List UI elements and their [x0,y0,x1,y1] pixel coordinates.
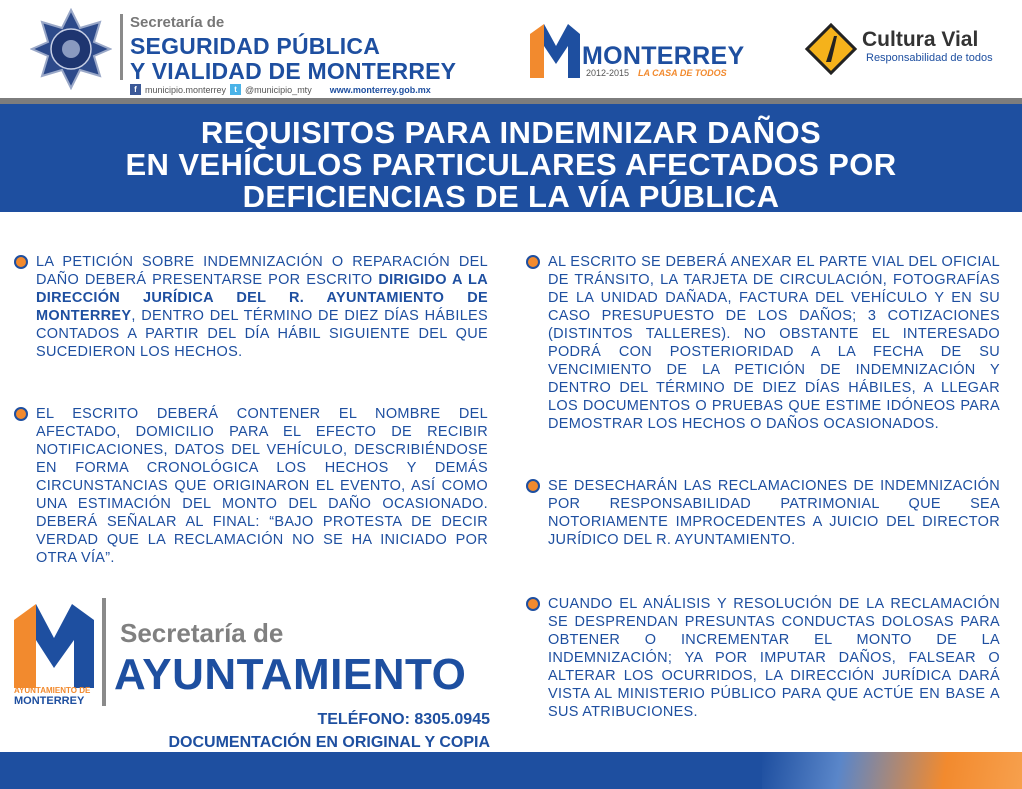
footer-bar [0,752,1022,789]
divider [120,14,123,80]
cultura-vial-subtitle: Responsabilidad de todos [866,52,993,64]
police-badge-icon [30,8,112,90]
monterrey-years: 2012-2015 [586,68,630,78]
title-line2: EN VEHÍCULOS PARTICULARES AFECTADOS POR [125,147,897,182]
title-line1: REQUISITOS PARA INDEMNIZAR DAÑOS [200,115,822,150]
secretaria-small: Secretaría de [130,14,225,31]
ayuntamiento-big: AYUNTAMIENTO [114,650,467,699]
social-links [130,84,431,95]
bullet-dot-icon [526,597,540,611]
requirement-item [14,405,488,567]
requirement-item [526,595,1000,721]
twitter-handle[interactable]: @municipio_mty [245,84,312,95]
requirement-item [14,253,488,361]
divider [102,598,106,706]
ayuntamiento-m-logo [14,598,94,688]
monterrey-logo [530,20,760,80]
secretaria-seguridad-logo [120,14,490,98]
title-banner [0,104,1022,212]
secretaria-line2: Y VIALIDAD DE MONTERREY [130,58,457,84]
monterrey-slogan: LA CASA DE TODOS [638,68,727,78]
requirement-item [526,253,1000,433]
bullet-dot-icon [526,479,540,493]
requirement-text [36,253,488,361]
text-bold-part: DIRIGIDO A LA DIRECCIÓN JURÍDICA DEL R. AYUNTAMIENTO DE MONTERREY [36,272,488,324]
twitter-icon: t [230,84,241,95]
facebook-handle[interactable]: municipio.monterrey [145,84,227,95]
secretaria-line1: SEGURIDAD PÚBLICA [130,33,381,59]
bullet-dot-icon [14,407,28,421]
title-line3: DEFICIENCIAS DE LA VÍA PÚBLICA [242,179,780,214]
facebook-icon: f [130,84,141,95]
cultura-vial-logo [804,22,1004,78]
header [0,0,1022,98]
requirement-text: AL ESCRITO SE DEBERÁ ANEXAR EL PARTE VIAL DEL OFICIAL DE TRÁNSITO, LA TARJETA DE CIRCULACIÓN, FOTOGRAFÍAS DE LA UNIDAD DAÑADA, FACTURA DEL VEHÍCULO Y EN SU CASO PRESUPUESTO DE LOS DAÑOS; 3 COTIZACIONES (DISTINTOS TALLERES). NO OBSTANTE EL INTERESADO PODRÁ CON POSTERIORIDAD A LA FECHA DE SU VENCIMIENTO DE LA PETICIÓN DE INDEMNIZACIÓN Y DENTRO DEL TÉRMINO DE DIEZ DÍAS HÁBILES, A LLEGAR LOS DOCUMENTOS O PRUEBAS QUE ESTIME IDÓNEOS PARA DEMOSTRAR LOS HECHOS O DAÑOS OCASIONADOS. [548,254,1000,432]
phone-number: TELÉFONO: 8305.0945 [317,711,490,728]
requirement-text: CUANDO EL ANÁLISIS Y RESOLUCIÓN DE LA RECLAMACIÓN SE DESPRENDAN PRESUNTAS CONDUCTAS DOLOSAS PARA OBTENER O INCREMENTAR EL MONTO DE LA INDEMNIZACIÓN; YA POR IMPUTAR DAÑOS, FALSEAR O ALTERAR LOS OCURRIDOS, LA DIRECCIÓN JURÍDICA DARÁ VISTA AL MINISTERIO PÚBLICO PARA QUE ACTÚE EN BASE A SUS ATRIBUCIONES. [548,596,1000,720]
ayuntamiento-caption1: AYUNTAMIENTO DE [14,686,91,695]
bullet-dot-icon [526,255,540,269]
monterrey-title: MONTERREY [582,42,745,70]
cultura-vial-title: Cultura Vial [862,28,979,51]
documentation-note: DOCUMENTACIÓN EN ORIGINAL Y COPIA [168,734,490,751]
text-part: LA PETICIÓN SOBRE INDEMNIZACIÓN O REPARACIÓN DEL DAÑO DEBERÁ PRESENTARSE POR ESCRITO [36,254,488,288]
secretaria-ayuntamiento-logo [14,598,494,708]
monterrey-m-logo [530,20,580,78]
requirement-text: EL ESCRITO DEBERÁ CONTENER EL NOMBRE DEL AFECTADO, DOMICILIO PARA EL EFECTO DE RECIBIR NOTIFICACIONES, DATOS DEL VEHÍCULO, DESCRIBIÉNDOSE EN FORMA CRONOLÓGICA LOS HECHOS Y DEMÁS CIRCUNSTANCIAS QUE ORIGINARON EL EVENTO, ASÍ COMO UNA ESTIMACIÓN DEL MONTO DEL DAÑO OCASIONADO. DEBERÁ SEÑALAR AL FINAL: “BAJO PROTESTA DE DECIR VERDAD QUE LA RECLAMACIÓN NO SE HA INICIADO POR OTRA VÍA”. [36,406,488,566]
text-part: , DENTRO DEL TÉRMINO DE DIEZ DÍAS HÁBILES CONTADOS A PARTIR DEL DÍA HÁBIL SIGUIENTE DEL QUE SUCEDIERON LOS HECHOS. [36,308,488,360]
website-link[interactable]: www.monterrey.gob.mx [329,84,431,95]
ayuntamiento-small: Secretaría de [120,618,284,648]
bullet-dot-icon [14,255,28,269]
footer-accent [762,752,1022,789]
ayuntamiento-caption2: MONTERREY [14,695,85,707]
requirement-text: SE DESECHARÁN LAS RECLAMACIONES DE INDEMNIZACIÓN POR RESPONSABILIDAD PATRIMONIAL QUE SEA NOTORIAMENTE IMPROCEDENTES A JUICIO DEL DIRECTOR JURÍDICO DEL R. AYUNTAMIENTO. [548,478,1000,548]
cultura-vial-sign-icon [804,22,858,76]
requirement-item [526,477,1000,549]
